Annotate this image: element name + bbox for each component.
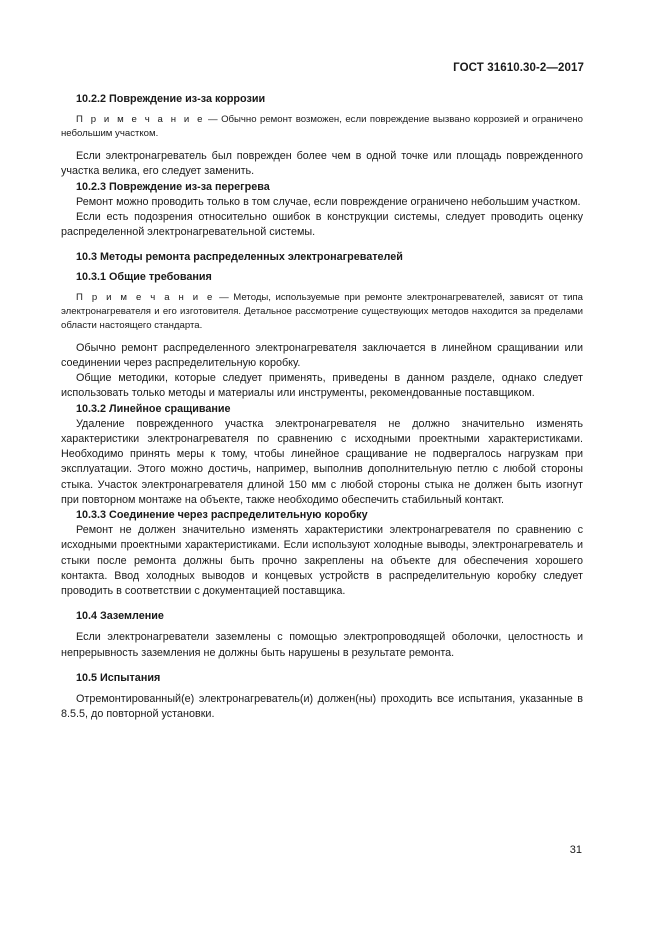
document-body (61, 92, 583, 723)
heading-10-3-2: 10.3.2 Линейное сращивание (76, 402, 231, 415)
paragraph: Если есть подозрения относительно ошибок в конструкции системы, следует проводить оценку распределенной электронагревательной системы. (61, 211, 583, 239)
note-text: — Обычно ремонт возможен, если повреждение вызвано коррозией и ограничено небольшим участком. (61, 114, 583, 140)
heading-10-2-3: 10.2.3 Повреждение из-за перегрева (76, 180, 270, 193)
document-header: ГОСТ 31610.30-2—2017 (453, 62, 584, 74)
heading-10-3-1: 10.3.1 Общие требования (76, 270, 212, 283)
note-label: П р и м е ч а н и е (76, 114, 205, 126)
paragraph: Удаление поврежденного участка электронагревателя не должно значительно изменять характеристики электронагревателя по сравнению с исходными проектными характеристиками. Необходимо принять меры к тому, чтобы линейное сращивание не подвергалось нагрузкам при эксплуатации. Этого можно достичь, например, выполнив дополнительную петлю с любой стороны стыка. Участок электронагревателя длиной 150 мм с любой стороны стыка не должен быть изогнут при повторном монтаже на объекте, также необходимо обеспечить стабильный контакт. (61, 417, 583, 506)
heading-10-2-2: 10.2.2 Повреждение из-за коррозии (76, 93, 266, 105)
note-label: П р и м е ч а н и е (76, 291, 215, 303)
paragraph: Обычно ремонт распределенного электронагревателя заключается в линейном сращивании или соединении через распределительную коробку. (61, 341, 583, 370)
heading-10-5: 10.5 Испытания (76, 671, 161, 684)
note-2 (61, 291, 583, 333)
paragraph: Ремонт можно проводить только в том случае, если повреждение ограничено небольшим участком. (76, 195, 581, 208)
note-1 (61, 113, 583, 141)
heading-10-3: 10.3 Методы ремонта распределенных электронагревателей (76, 251, 403, 264)
heading-10-4: 10.4 Заземление (76, 610, 164, 623)
paragraph: Отремонтированный(е) электронагреватель(и) должен(ны) проходить все испытания, указанные в 8.5.5, до повторной установки. (61, 693, 583, 721)
heading-10-3-3: 10.3.3 Соединение через распределительную коробку (76, 509, 368, 522)
paragraph: Если электронагреватели заземлены с помощью электропроводящей оболочки, целостность и непрерывность заземления не должны быть нарушены в результате ремонта. (61, 631, 583, 659)
note-text: — Методы, используемые при ремонте электронагревателей, зависят от типа электронагревателя и его изготовителя. Детальное рассмотрение существующих методов находится за пределами области настоящего стандарта. (61, 291, 583, 331)
paragraph: Общие методики, которые следует применять, приведены в данном разделе, однако следует использовать только методы и материалы или инструменты, рекомендованные поставщиком. (61, 372, 583, 400)
paragraph: Ремонт не должен значительно изменять характеристики электронагревателя по сравнению с исходными проектными характеристиками. Если используют холодные выводы, электронагреватель и стыки после ремонта должны быть прочно закреплены на объекте для обеспечения хорошего контакта. Ввод холодных выводов и концевых устройств в распределительную коробку следует проводить в соответствии с документацией поставщика. (61, 524, 583, 598)
page-number: 31 (569, 844, 582, 856)
paragraph: Если электронагреватель был поврежден более чем в одной точке или площадь поврежденного участка велика, его следует заменить. (61, 150, 583, 178)
